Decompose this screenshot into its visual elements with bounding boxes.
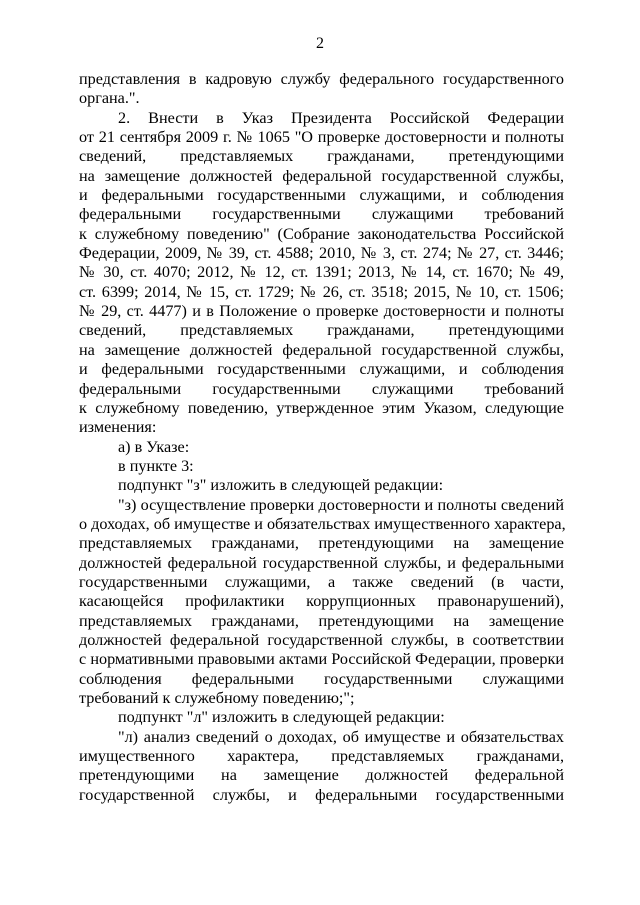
text-line: ст. 6399; 2014, № 15, ст. 1729; № 26, ст. 3518; 2015, № 10, ст. 1506;: [79, 282, 564, 301]
text-line: представляемых гражданами, претендующими на замещение: [79, 534, 564, 553]
text-line: "л) анализ сведений о доходах, об имуществе и обязательствах: [118, 727, 564, 746]
text-line: соблюдения федеральными государственными служащими: [79, 669, 564, 688]
document-body: [79, 70, 564, 805]
text-line: государственными служащими, а также сведений (в части,: [79, 572, 564, 591]
text-line: к служебному поведению, утвержденное этим Указом, следующие: [79, 398, 564, 417]
text-line: на замещение должностей федеральной государственной службы,: [79, 166, 564, 185]
text-line: в пункте 3:: [118, 456, 194, 475]
text-line: на замещение должностей федеральной государственной службы,: [79, 340, 564, 359]
text-line: "з) осуществление проверки достоверности и полноты сведений: [118, 495, 564, 514]
text-line: сведений, представляемых гражданами, претендующими: [79, 147, 564, 166]
text-line: сведений, представляемых гражданами, претендующими: [79, 321, 564, 340]
text-line: № 29, ст. 4477) и в Положение о проверке достоверности и полноты: [79, 302, 564, 321]
text-line: представляемых гражданами, претендующими на замещение: [79, 611, 564, 630]
text-line: к служебному поведению" (Собрание законодательства Российской: [79, 224, 564, 243]
text-line: претендующими на замещение должностей федеральной: [79, 766, 564, 785]
text-line: федеральными государственными служащими требований: [79, 205, 564, 224]
text-line: требований к служебному поведению;";: [79, 689, 355, 707]
text-line: № 30, ст. 4070; 2012, № 12, ст. 1391; 2013, № 14, ст. 1670; № 49,: [79, 263, 564, 282]
text-line: органа.".: [79, 89, 140, 108]
text-line: с нормативными правовыми актами Российской Федерации, проверки: [79, 650, 564, 669]
text-line: Федерации, 2009, № 39, ст. 4588; 2010, № 3, ст. 274; № 27, ст. 3446;: [79, 244, 564, 263]
text-line: о доходах, об имуществе и обязательствах имущественного характера,: [79, 514, 566, 533]
text-line: касающейся профилактики коррупционных правонарушений),: [79, 592, 564, 611]
text-line: а) в Указе:: [118, 437, 190, 456]
text-line: подпункт "л" изложить в следующей редакции:: [118, 708, 445, 727]
text-line: изменения:: [79, 418, 157, 437]
text-line: представления в кадровую службу федерального государственного: [79, 70, 564, 88]
text-line: имущественного характера, представляемых гражданами,: [79, 747, 564, 766]
text-line: федеральными государственными служащими требований: [79, 379, 564, 398]
text-line: должностей федеральной государственной службы, в соответствии: [79, 630, 564, 649]
text-line: государственной службы, и федеральными государственными: [79, 785, 564, 804]
text-line: подпункт "з" изложить в следующей редакции:: [118, 476, 444, 495]
text-line: и федеральными государственными служащими, и соблюдения: [79, 360, 564, 379]
text-line: от 21 сентября 2009 г. № 1065 "О проверке достоверности и полноты: [79, 128, 564, 147]
text-line: 2. Внести в Указ Президента Российской Федерации: [118, 108, 564, 127]
page-number: 2: [316, 35, 324, 52]
text-line: и федеральными государственными служащими, и соблюдения: [79, 186, 564, 205]
text-line: должностей федеральной государственной службы, и федеральными: [79, 553, 564, 572]
